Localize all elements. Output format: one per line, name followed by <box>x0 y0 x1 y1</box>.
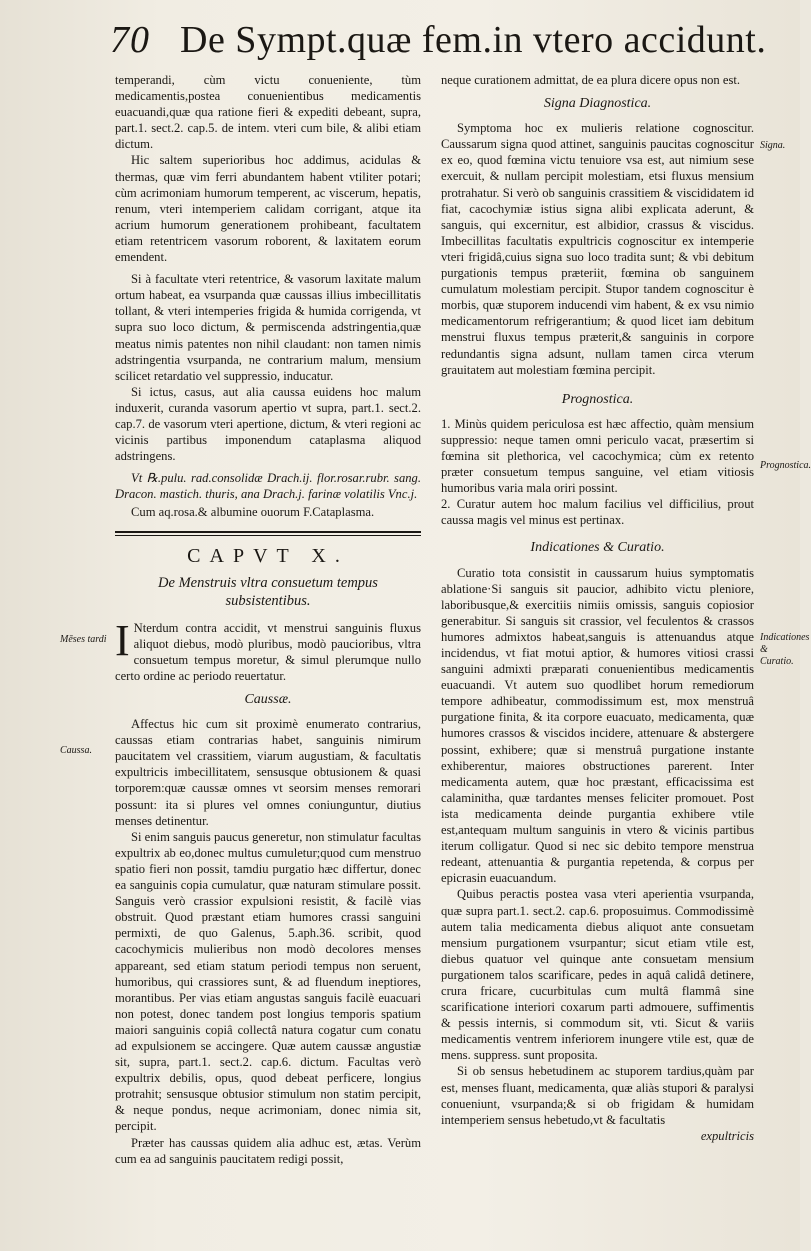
margin-note: Caussa. <box>60 745 92 756</box>
margin-note: Mēses tardi <box>60 634 107 645</box>
paragraph: Symptoma hoc ex mulieris relatione cognoscitur. Caussarum signa quod attinet, sanguinis paucitas cognoscitur ex eo, quod fœmina victu tenuiore vsa est, aut nimium sese exercuit, & nullam percipit molestiam, etsi fluxus mensium protrahatur. Si verò ob sanguinis crassitiem & viscididatem id fiat, cacochymiæ istius signa alibi explicata aderunt, & sanguis, qui excernitur, est albidior, crassus & viscidus. Imbecillitas facultatis expultricis cognoscitur ex intemperie vteri frigidâ,cuius signa suo loco tradita sunt; & vbi debitum purgationis tempus præteriit, fœmina ob sanguinem cumulatum molestiam percipit. Stupor tandem cognoscitur è morbis, quæ stuporem inducendi vim habent, & ex vsu nimio medicamentorum refrigerantium; & quod licet iam debitum menstrui fluxus tempus præterit,& sanguinis in corpore redundantis signa adsunt, nullam tamen circa vterum grauitatem aut molestiam fœmina percipit. <box>441 121 754 377</box>
paragraph-text: Nterdum contra accidit, vt menstrui sanguinis fluxus aliquot diebus, modò pluribus, modò paucioribus, vltra consuetum tempus moretur, & simul plerumque nullo certo ordine ac periodo reuertatur. <box>115 620 421 683</box>
paragraph: Si ictus, casus, aut alia caussa euidens hoc malum induxerit, curanda vasorum apertio vt supra, part.1. sect.2. cap.7. de vasorum vteri apertione, dictum, & vteri regioni ac vicinis partibus imponendum cataplasma aliquod adstringens. <box>115 384 421 464</box>
section-heading-prognostica: Prognostica. <box>561 391 634 407</box>
paragraph: neque curationem admittat, de ea plura dicere opus non est. <box>441 73 740 87</box>
paragraph: Si enim sanguis paucus generetur, non stimulatur facultas expultrix ab eo,donec multus cumuletur;quod cum menstruo spatio fieri non possit, tamdiu purgatio hæc differtur, donec ea sanguinis copia cumulatur, quæ naturam stimulare possit. Sanguis verò crassior expulsioni resistit, & facilè vias obstruit. Quod præstant etiam humores crassi sanguini permixti, de quo Galenus, 5.aph.36. scribit, quod cacochymicis mulieribus non modò decolores menses appareant, sed etiam statum periodi tempus non seruent, humoribus, qui crassiores sunt, & ad fluendum ineptiores, morantibus. Per vias etiam angustas sanguis facilè euacuari non potest, donec tandem post longius temporis spatium maiori sanguinis copiâ collectâ natura cogatur cum conatu ad expulsionem se accingere. Quæ autem caussæ angustiæ sit, supra, part.1. sect.2. cap.6. dictum. Facultas verò expultrix debilis, opus, quod debeat perficere, longius protrahit; sensusque obtusior stimulum non statim percipit, & neque pondus, neque acrimoniam, donec nimia sit, percipit. <box>115 829 421 1134</box>
drop-cap: I <box>115 615 130 665</box>
paragraph: Si ob sensus hebetudinem ac stuporem tardius,quàm par est, menses fluant, medicamenta, quæ aliàs stupori & paralysi conueniunt, vsurpanda;& si ob frigidam & humidam intemperiem sensus hebetudo,vt & facultatis <box>441 1064 754 1127</box>
page-header <box>110 18 770 70</box>
chapter-heading: CAPVT X. <box>187 544 349 567</box>
paragraph: Hic saltem superioribus hoc addimus, acidulas & thermas, quæ vim ferri abundantem habent vtiliter potari; cùm acrimoniam humorum temperent, ac viscerum, hepatis, renum, vteri intemperiem calidam corrigant, atque ita acrium humorum generationem prohibeant, facultatem etiam retentricem vasorum roborent, & laxitatem eorum emendent. <box>115 153 421 265</box>
chapter-title: De Menstruis vltra consuetum tempus subsistentibus. <box>158 574 378 609</box>
margin-note: Signa. <box>760 140 786 151</box>
section-heading-indicationes: Indicationes & Curatio. <box>530 540 665 556</box>
running-title: De Sympt.quæ fem.in vtero accidunt. <box>180 19 767 61</box>
paragraph: Si à facultate vteri retentrice, & vasorum laxitate malum ortum habeat, ea vsurpanda quæ caussas illius imbecillitatis tollant, & vteri intemperies frigida & humida corrigenda, vt supra suo loco dictum, & permiscenda adstringentia,quæ meatus nimis patentes non nihil claudant: non tamen nimis adstringentia vsurpanda, ne contrarium malum, mensium scilicet retardatio vel suppressio, inducatur. <box>115 272 421 383</box>
numbered-item: 1. Minùs quidem periculosa est hæc affectio, quàm mensium suppressio: neque tamen omni periculo vacat, præsertim si fœmina sit plethorica, vel cacochymica; cùm ex retento præter consuetum tempus sanguine, vel etiam vitiosis humoribus varia mala oriri possint. <box>441 416 754 496</box>
paragraph: Quibus peractis postea vasa vteri aperientia vsurpanda, quæ supra part.1. sect.2. cap.6. proposuimus. Commodissimè autem talia medicamenta diebus aliquot ante consuetam mensium purgationem vsurpantur; sicut etiam vtile est, diebus quatuor vel quinque ante consuetam mensium purgationem talos scarificare, pedes in aquâ calidâ detinere, crura fricare, cucurbitulas cum multâ flammâ sine scarificatione interiori coxarum parti admouere, suffimentis & pessis internis, si commodum sit, vti. Sicut & variis medicamentis ventrem inferiorem inungere vtile est, quæ de mens. suppress. sunt proposita. <box>441 887 754 1063</box>
catchword: expultricis <box>700 1128 754 1143</box>
paragraph: temperandi, cùm victu conueniente, tùm medicamentis,postea conuenientibus medicamentis euacuandi,quæ qua ratione fieri & expediti debeant, supra, part.1. sect.2. cap.5. de intem. vteri cum bile, & alibi etiam dictum. <box>115 73 421 152</box>
recipe: Vt ℞.pulu. rad.consolidæ Drach.ij. flor.rosar.rubr. sang. Dracon. mastich. thuris, ana Drach.j. farinæ volatilis Vnc.j. <box>115 471 421 502</box>
recipe-instruction: Cum aq.rosa.& albumine ouorum F.Cataplasma. <box>131 505 375 520</box>
section-heading-signa: Signa Diagnostica. <box>543 96 652 112</box>
chapter-rule-thin <box>115 535 421 536</box>
paragraph: Præter has caussas quidem alia adhuc est, ætas. Verùm cum ea ad sanguinis paucitatem redigi possit, <box>115 1135 421 1166</box>
paragraph: Affectus hic cum sit proximè enumerato contrarius, caussas etiam contrarias habet, sanguinis nimirum paucitatem vel crassitiem, viarum augustiam, & facultatis expultricis imbecillitatem, sensusque obtusionem & quasi torporem:quæ caussæ omnes vt seorsim menses remorari possunt: ita si plures vel omnes coniunguntur, diutius menses detinentur. <box>115 717 421 828</box>
page-number: 70 <box>110 19 150 61</box>
paragraph: Curatio tota consistit in caussarum huius symptomatis ablatione·Si sanguis sit paucior, adhibito victu pleniore, laboribusque,& exercitiis nimiis omissis, sanguis copiosior generabitur. Si sanguis sit crassior, vel feculentos & crassos humores admixtos habeat,sanguis is attenuandus atque incidendus, vt fiat motui aptior, & humores vitiosi crassi sanguini admixti præparati conuenientibus medicamentis euacuandi. Vt autem suo quodlibet horum remediorum tempore adhibeatur, commodissimum est, mox menstruâ purgatione finita, & ita corpore euacuato, medicamenta, quæ humores crassos & viscidos incidere, attenuare & abstergere possint, exhibere; quæ si menstruâ purgatione instante exhiberentur, maiores obstructiones parerent. Inter medicamenta autem, quæ hoc præstant, efficacissima est calaminitha, quæ tardantes menses feliciter promouet. Post ista medicamenta deinde purgantia exhibere vtile est,antequam multum sanguinis in vtero & vicinis partibus iterum colligatur. Quod si nec sic debito tempore menstrua redeant, attenuantia & purgantia repetenda, & corpus per epicrasin euacuandum. <box>441 565 754 886</box>
chapter-rule <box>115 531 421 533</box>
numbered-item: 2. Curatur autem hoc malum facilius vel difficilius, prout caussa magis vel minus est pertinax. <box>441 497 754 528</box>
margin-note: Prognostica. <box>760 460 811 471</box>
paragraph <box>115 615 421 684</box>
left-column <box>115 72 421 1167</box>
section-heading-caussae: Caussæ. <box>244 692 292 707</box>
margin-note: Indicationes & Curatio. <box>760 632 810 667</box>
right-column <box>441 72 754 1144</box>
